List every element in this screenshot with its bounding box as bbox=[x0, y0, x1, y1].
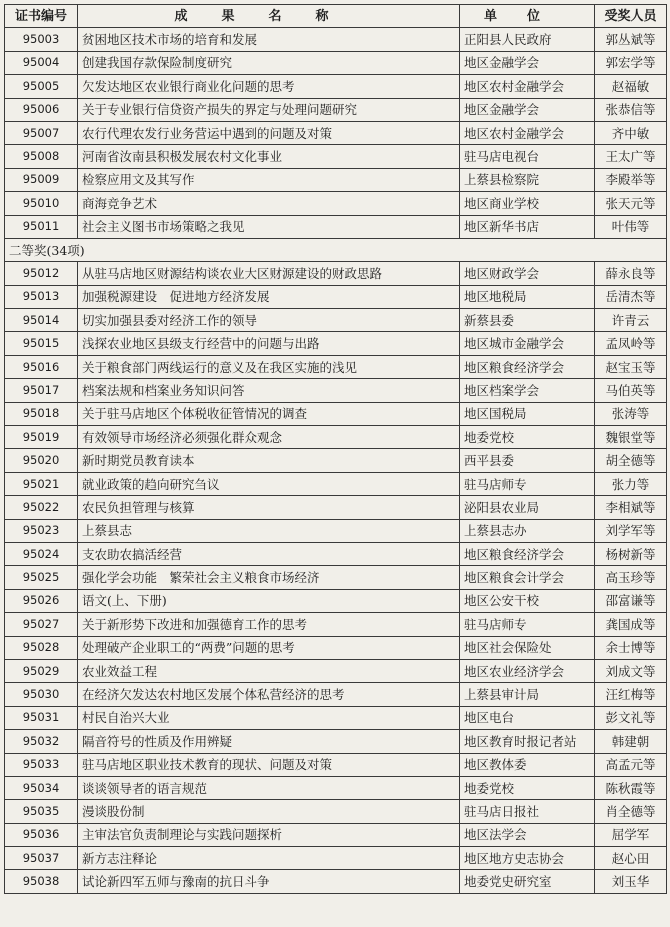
achievement-title-cell: 关于新形势下改进和加强德育工作的思考 bbox=[78, 613, 460, 636]
unit-cell: 地区金融学会 bbox=[460, 98, 595, 121]
table-row bbox=[5, 496, 667, 519]
awardee-cell: 赵福敏 bbox=[595, 75, 667, 98]
cert-number-cell: 95003 bbox=[5, 28, 78, 51]
achievement-title-cell: 就业政策的趋向研究刍议 bbox=[78, 472, 460, 495]
awardee-cell: 李相斌等 bbox=[595, 496, 667, 519]
awardee-cell: 孟凤岭等 bbox=[595, 332, 667, 355]
table-row bbox=[5, 589, 667, 612]
awardee-cell: 彭文礼等 bbox=[595, 706, 667, 729]
achievement-title-cell: 在经济欠发达农村地区发展个体私营经济的思考 bbox=[78, 683, 460, 706]
cert-number-cell: 95027 bbox=[5, 613, 78, 636]
header-row bbox=[5, 5, 667, 28]
awardee-cell: 屈学军 bbox=[595, 823, 667, 846]
unit-cell: 地区法学会 bbox=[460, 823, 595, 846]
unit-cell: 西平县委 bbox=[460, 449, 595, 472]
awardee-cell: 叶伟等 bbox=[595, 215, 667, 238]
achievement-title-cell: 关于粮食部门两线运行的意义及在我区实施的浅见 bbox=[78, 355, 460, 378]
cert-number-cell: 95038 bbox=[5, 870, 78, 893]
cert-number-cell: 95006 bbox=[5, 98, 78, 121]
cert-number-cell: 95019 bbox=[5, 426, 78, 449]
table-row bbox=[5, 192, 667, 215]
table-row bbox=[5, 379, 667, 402]
cert-number-cell: 95014 bbox=[5, 309, 78, 332]
achievement-title-cell: 档案法规和档案业务知识问答 bbox=[78, 379, 460, 402]
awardee-cell: 齐中敏 bbox=[595, 121, 667, 144]
cert-number-cell: 95011 bbox=[5, 215, 78, 238]
awards-table bbox=[4, 4, 667, 894]
unit-cell: 地区地方史志协会 bbox=[460, 847, 595, 870]
cert-number-cell: 95037 bbox=[5, 847, 78, 870]
unit-cell: 地区教育时报记者站 bbox=[460, 730, 595, 753]
cert-number-cell: 95012 bbox=[5, 262, 78, 285]
cert-number-cell: 95036 bbox=[5, 823, 78, 846]
achievement-title-cell: 漫谈股份制 bbox=[78, 800, 460, 823]
awardee-cell: 邵富谦等 bbox=[595, 589, 667, 612]
achievement-title-cell: 处理破产企业职工的“两费”问题的思考 bbox=[78, 636, 460, 659]
achievement-title-cell: 浅探农业地区县级支行经营中的问题与出路 bbox=[78, 332, 460, 355]
unit-cell: 地区粮食经济学会 bbox=[460, 542, 595, 565]
unit-cell: 地区社会保险处 bbox=[460, 636, 595, 659]
header-person: 受奖人员 bbox=[595, 5, 667, 28]
unit-cell: 地委党校 bbox=[460, 426, 595, 449]
cert-number-cell: 95023 bbox=[5, 519, 78, 542]
cert-number-cell: 95026 bbox=[5, 589, 78, 612]
cert-number-cell: 95032 bbox=[5, 730, 78, 753]
awardee-cell: 郭宏学等 bbox=[595, 51, 667, 74]
awardee-cell: 杨树新等 bbox=[595, 542, 667, 565]
table-row bbox=[5, 519, 667, 542]
achievement-title-cell: 谈谈领导者的语言规范 bbox=[78, 776, 460, 799]
achievement-title-cell: 上蔡县志 bbox=[78, 519, 460, 542]
unit-cell: 新蔡县委 bbox=[460, 309, 595, 332]
awardee-cell: 刘成文等 bbox=[595, 659, 667, 682]
cert-number-cell: 95018 bbox=[5, 402, 78, 425]
unit-cell: 地区城市金融学会 bbox=[460, 332, 595, 355]
achievement-title-cell: 关于驻马店地区个体税收征管情况的调查 bbox=[78, 402, 460, 425]
unit-cell: 上蔡县审计局 bbox=[460, 683, 595, 706]
unit-cell: 地区电台 bbox=[460, 706, 595, 729]
unit-cell: 驻马店师专 bbox=[460, 472, 595, 495]
table-row bbox=[5, 145, 667, 168]
cert-number-cell: 95021 bbox=[5, 472, 78, 495]
achievement-title-cell: 农业效益工程 bbox=[78, 659, 460, 682]
unit-cell: 正阳县人民政府 bbox=[460, 28, 595, 51]
table-row bbox=[5, 542, 667, 565]
table-row bbox=[5, 332, 667, 355]
achievement-title-cell: 欠发达地区农业银行商业化问题的思考 bbox=[78, 75, 460, 98]
table-row bbox=[5, 121, 667, 144]
awardee-cell: 肖全德等 bbox=[595, 800, 667, 823]
unit-cell: 上蔡县检察院 bbox=[460, 168, 595, 191]
table-row bbox=[5, 730, 667, 753]
unit-cell: 地区粮食会计学会 bbox=[460, 566, 595, 589]
awardee-cell: 张天元等 bbox=[595, 192, 667, 215]
cert-number-cell: 95007 bbox=[5, 121, 78, 144]
awardee-cell: 余士博等 bbox=[595, 636, 667, 659]
cert-number-cell: 95005 bbox=[5, 75, 78, 98]
awardee-cell: 张力等 bbox=[595, 472, 667, 495]
unit-cell: 地区农村金融学会 bbox=[460, 75, 595, 98]
awardee-cell: 赵心田 bbox=[595, 847, 667, 870]
cert-number-cell: 95034 bbox=[5, 776, 78, 799]
achievement-title-cell: 河南省汝南县积极发展农村文化事业 bbox=[78, 145, 460, 168]
cert-number-cell: 95028 bbox=[5, 636, 78, 659]
achievement-title-cell: 试论新四军五师与豫南的抗日斗争 bbox=[78, 870, 460, 893]
unit-cell: 地区新华书店 bbox=[460, 215, 595, 238]
awardee-cell: 张涛等 bbox=[595, 402, 667, 425]
table-row bbox=[5, 98, 667, 121]
table-row bbox=[5, 402, 667, 425]
unit-cell: 地区农村金融学会 bbox=[460, 121, 595, 144]
cert-number-cell: 95020 bbox=[5, 449, 78, 472]
header-title: 成果名称 bbox=[78, 5, 460, 28]
table-row bbox=[5, 636, 667, 659]
awardee-cell: 岳清杰等 bbox=[595, 285, 667, 308]
achievement-title-cell: 隔音符号的性质及作用辨疑 bbox=[78, 730, 460, 753]
awardee-cell: 许青云 bbox=[595, 309, 667, 332]
table-row bbox=[5, 285, 667, 308]
achievement-title-cell: 村民自治兴大业 bbox=[78, 706, 460, 729]
table-row bbox=[5, 51, 667, 74]
unit-cell: 地区农业经济学会 bbox=[460, 659, 595, 682]
section-label: 二等奖(34项) bbox=[5, 238, 667, 261]
unit-cell: 上蔡县志办 bbox=[460, 519, 595, 542]
unit-cell: 地委党史研究室 bbox=[460, 870, 595, 893]
awardee-cell: 李殿举等 bbox=[595, 168, 667, 191]
cert-number-cell: 95013 bbox=[5, 285, 78, 308]
unit-cell: 驻马店日报社 bbox=[460, 800, 595, 823]
awardee-cell: 龚国成等 bbox=[595, 613, 667, 636]
table-row bbox=[5, 659, 667, 682]
table-row bbox=[5, 215, 667, 238]
cert-number-cell: 95035 bbox=[5, 800, 78, 823]
awardee-cell: 张恭信等 bbox=[595, 98, 667, 121]
awardee-cell: 王太广等 bbox=[595, 145, 667, 168]
table-row bbox=[5, 355, 667, 378]
awardee-cell: 胡全德等 bbox=[595, 449, 667, 472]
awardee-cell: 刘学军等 bbox=[595, 519, 667, 542]
awardee-cell: 郭丛斌等 bbox=[595, 28, 667, 51]
table-row bbox=[5, 823, 667, 846]
cert-number-cell: 95004 bbox=[5, 51, 78, 74]
achievement-title-cell: 农民负担管理与核算 bbox=[78, 496, 460, 519]
achievement-title-cell: 创建我国存款保险制度研究 bbox=[78, 51, 460, 74]
cert-number-cell: 95010 bbox=[5, 192, 78, 215]
table-row bbox=[5, 847, 667, 870]
table-row bbox=[5, 613, 667, 636]
achievement-title-cell: 社会主义图书市场策略之我见 bbox=[78, 215, 460, 238]
cert-number-cell: 95017 bbox=[5, 379, 78, 402]
table-row bbox=[5, 706, 667, 729]
achievement-title-cell: 主审法官负责制理论与实践问题探析 bbox=[78, 823, 460, 846]
table-row bbox=[5, 309, 667, 332]
table-row bbox=[5, 472, 667, 495]
awardee-cell: 赵宝玉等 bbox=[595, 355, 667, 378]
achievement-title-cell: 新方志注释论 bbox=[78, 847, 460, 870]
awardee-cell: 汪红梅等 bbox=[595, 683, 667, 706]
unit-cell: 泌阳县农业局 bbox=[460, 496, 595, 519]
unit-cell: 地区财政学会 bbox=[460, 262, 595, 285]
cert-number-cell: 95029 bbox=[5, 659, 78, 682]
achievement-title-cell: 关于专业银行信贷资产损失的界定与处理问题研究 bbox=[78, 98, 460, 121]
section-row bbox=[5, 238, 667, 261]
table-row bbox=[5, 753, 667, 776]
achievement-title-cell: 支农助农搞活经营 bbox=[78, 542, 460, 565]
cert-number-cell: 95025 bbox=[5, 566, 78, 589]
unit-cell: 地区地税局 bbox=[460, 285, 595, 308]
achievement-title-cell: 农行代理农发行业务营运中遇到的问题及对策 bbox=[78, 121, 460, 144]
cert-number-cell: 95016 bbox=[5, 355, 78, 378]
achievement-title-cell: 切实加强县委对经济工作的领导 bbox=[78, 309, 460, 332]
cert-number-cell: 95033 bbox=[5, 753, 78, 776]
table-row bbox=[5, 800, 667, 823]
table-row bbox=[5, 776, 667, 799]
awardee-cell: 高玉珍等 bbox=[595, 566, 667, 589]
table-row bbox=[5, 75, 667, 98]
achievement-title-cell: 商海竞争艺术 bbox=[78, 192, 460, 215]
unit-cell: 地区商业学校 bbox=[460, 192, 595, 215]
awardee-cell: 魏银堂等 bbox=[595, 426, 667, 449]
achievement-title-cell: 检察应用文及其写作 bbox=[78, 168, 460, 191]
awardee-cell: 刘玉华 bbox=[595, 870, 667, 893]
awardee-cell: 韩建朝 bbox=[595, 730, 667, 753]
achievement-title-cell: 强化学会功能 繁荣社会主义粮食市场经济 bbox=[78, 566, 460, 589]
achievement-title-cell: 驻马店地区职业技术教育的现状、问题及对策 bbox=[78, 753, 460, 776]
achievement-title-cell: 新时期党员教育读本 bbox=[78, 449, 460, 472]
header-cert-no: 证书编号 bbox=[5, 5, 78, 28]
unit-cell: 驻马店电视台 bbox=[460, 145, 595, 168]
awardee-cell: 薛永良等 bbox=[595, 262, 667, 285]
table-body bbox=[5, 28, 667, 893]
cert-number-cell: 95008 bbox=[5, 145, 78, 168]
table-row bbox=[5, 870, 667, 893]
unit-cell: 地区档案学会 bbox=[460, 379, 595, 402]
cert-number-cell: 95015 bbox=[5, 332, 78, 355]
unit-cell: 地区粮食经济学会 bbox=[460, 355, 595, 378]
achievement-title-cell: 有效领导市场经济必须强化群众观念 bbox=[78, 426, 460, 449]
header-unit: 单位 bbox=[460, 5, 595, 28]
achievement-title-cell: 语文(上、下册) bbox=[78, 589, 460, 612]
achievement-title-cell: 加强税源建设 促进地方经济发展 bbox=[78, 285, 460, 308]
table-row bbox=[5, 449, 667, 472]
unit-cell: 地区国税局 bbox=[460, 402, 595, 425]
achievement-title-cell: 从驻马店地区财源结构谈农业大区财源建设的财政思路 bbox=[78, 262, 460, 285]
achievement-title-cell: 贫困地区技术市场的培育和发展 bbox=[78, 28, 460, 51]
table-row bbox=[5, 168, 667, 191]
awardee-cell: 陈秋霞等 bbox=[595, 776, 667, 799]
table-row bbox=[5, 683, 667, 706]
cert-number-cell: 95024 bbox=[5, 542, 78, 565]
unit-cell: 地区公安干校 bbox=[460, 589, 595, 612]
unit-cell: 地区金融学会 bbox=[460, 51, 595, 74]
cert-number-cell: 95030 bbox=[5, 683, 78, 706]
table-row bbox=[5, 28, 667, 51]
table-row bbox=[5, 566, 667, 589]
table-row bbox=[5, 426, 667, 449]
unit-cell: 驻马店师专 bbox=[460, 613, 595, 636]
cert-number-cell: 95009 bbox=[5, 168, 78, 191]
cert-number-cell: 95022 bbox=[5, 496, 78, 519]
awardee-cell: 马伯英等 bbox=[595, 379, 667, 402]
cert-number-cell: 95031 bbox=[5, 706, 78, 729]
table-row bbox=[5, 262, 667, 285]
unit-cell: 地委党校 bbox=[460, 776, 595, 799]
awardee-cell: 高孟元等 bbox=[595, 753, 667, 776]
unit-cell: 地区教体委 bbox=[460, 753, 595, 776]
